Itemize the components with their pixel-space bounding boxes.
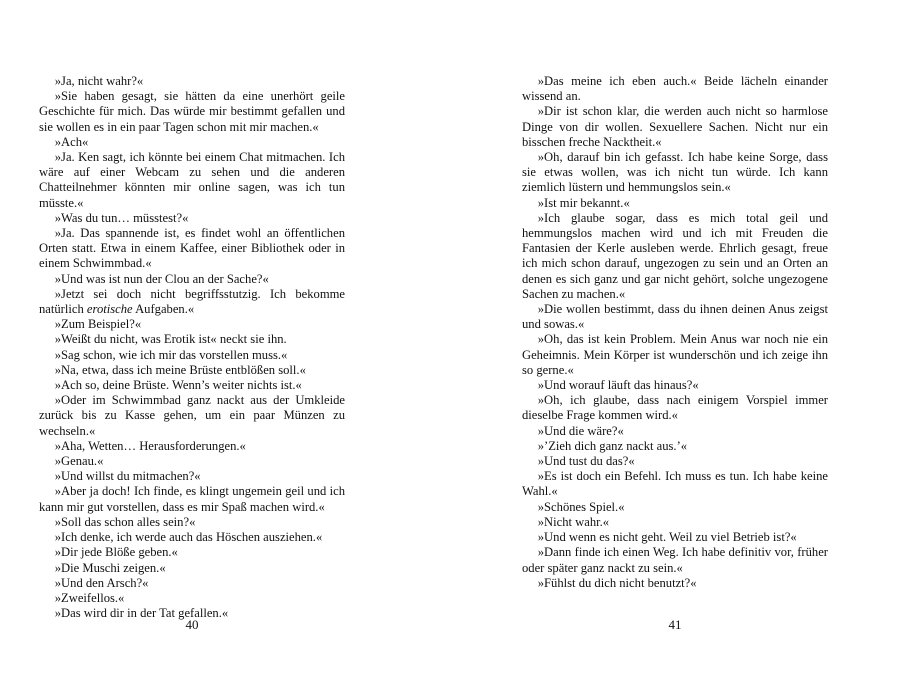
paragraph: »Und worauf läuft das hinaus?« (537, 378, 699, 393)
paragraph: »Zweifellos.« (54, 590, 125, 605)
paragraph: »Und die wäre?« (537, 423, 624, 438)
paragraph: »Oh, das ist kein Problem. Mein Anus war noch nie ein Geheimnis. Mein Körper ist wunderschön und ich zeige ihn so gerne.« (522, 332, 828, 377)
left-page-text (39, 74, 345, 621)
paragraph-with-emphasis: »Jetzt sei doch nicht begriffsstutzig. Ich bekomme natürlich erotische Aufgaben.« (39, 286, 345, 317)
paragraph: »Und tust du das?« (537, 454, 635, 469)
paragraph: »Ach« (54, 134, 89, 149)
paragraph: »Und willst du mitmachen?« (54, 469, 201, 484)
paragraph: »Na, etwa, dass ich meine Brüste entblößen soll.« (54, 362, 306, 377)
paragraph: »Soll das schon alles sein?« (54, 514, 196, 529)
paragraph: »Oh, ich glaube, dass nach einigem Vorspiel immer dieselbe Frage kommen wird.« (522, 393, 828, 423)
page-number-right: 41 (668, 617, 682, 632)
paragraph: »Weißt du nicht, was Erotik ist« neckt sie ihn. (54, 332, 287, 347)
paragraph: »Aha, Wetten… Herausforderungen.« (54, 438, 246, 453)
paragraph: »Fühlst du dich nicht benutzt?« (537, 575, 697, 590)
paragraph: »Oh, darauf bin ich gefasst. Ich habe keine Sorge, dass sie etwas wollen, was ich nicht tun würde. Ich kann ziemlich lüstern und hemmungslos sein.« (522, 150, 828, 195)
paragraph: »Oder im Schwimmbad ganz nackt aus der Umkleide zurück bis zu Kasse gehen, um ein paar Münzen zu wechseln.« (39, 393, 345, 438)
paragraph: »Ja. Das spannende ist, es findet wohl an öffentlichen Orten statt. Etwa in einem Kaffee, einer Bibliothek oder in einem Schwimmbad.« (39, 226, 345, 271)
paragraph: »Schönes Spiel.« (537, 499, 625, 514)
paragraph: »Das meine ich eben auch.« Beide lächeln einander wissend an. (522, 74, 828, 104)
paragraph: »Ja, nicht wahr?« (54, 74, 144, 88)
paragraph: »Ich denke, ich werde auch das Höschen ausziehen.« (54, 530, 323, 545)
paragraph: »Sie haben gesagt, sie hätten da eine unerhört geile Geschichte für mich. Das würde mir bestimmt gefallen und sie wollen es in ein paar Tagen schon mit mir machen.« (39, 89, 345, 134)
page-number-left: 40 (185, 617, 199, 632)
paragraph: »Und den Arsch?« (54, 575, 149, 590)
paragraph: »Ich glaube sogar, dass es mich total geil und hemmungslos machen wird und ich mit Freuden die Fantasien der Kerle ausleben werde. Ehrlich gesagt, freue ich mich schon darauf, ungezogen zu sein und an Orten an denen es sich ganz und gar nicht gehört, solche ungezogene Sachen zu machen.« (522, 210, 828, 301)
paragraph: »Es ist doch ein Befehl. Ich muss es tun. Ich habe keine Wahl.« (522, 469, 828, 499)
paragraph: »Aber ja doch! Ich finde, es klingt ungemein geil und ich kann mir gut vorstellen, dass es mir Spaß machen wird.« (39, 484, 345, 514)
right-page (522, 74, 828, 634)
paragraph: »Zum Beispiel?« (54, 317, 142, 332)
paragraph: »Die Muschi zeigen.« (54, 560, 166, 575)
emphasized-word: erotische (86, 302, 133, 317)
paragraph: »Dann finde ich einen Weg. Ich habe definitiv vor, früher oder später ganz nackt zu sein.« (522, 545, 828, 575)
paragraph: »Das wird dir in der Tat gefallen.« (54, 606, 229, 621)
right-page-text (522, 74, 828, 591)
paragraph: »Ist mir bekannt.« (537, 195, 630, 210)
paragraph: »Und was ist nun der Clou an der Sache?« (54, 271, 269, 286)
paragraph: »Was du tun… müsstest?« (54, 210, 189, 225)
paragraph: »Ach so, deine Brüste. Wenn’s weiter nichts ist.« (54, 378, 302, 393)
paragraph: »Ja. Ken sagt, ich könnte bei einem Chat mitmachen. Ich wäre auf einer Webcam zu sehen und die anderen Chatteilnehmer könnten mir online sagen, was ich tun müsste.« (39, 150, 345, 210)
paragraph: »Dir jede Blöße geben.« (54, 545, 178, 560)
paragraph: »Nicht wahr.« (537, 514, 610, 529)
paragraph: »Und wenn es nicht geht. Weil zu viel Betrieb ist?« (537, 530, 797, 545)
paragraph: »’Zieh dich ganz nackt aus.’« (537, 438, 688, 453)
left-page (39, 74, 345, 634)
paragraph: »Genau.« (54, 454, 104, 469)
paragraph: »Die wollen bestimmt, dass du ihnen deinen Anus zeigst und sowas.« (522, 302, 828, 332)
paragraph: »Dir ist schon klar, die werden auch nicht so harmlose Dinge von dir wollen. Sexuellere Sachen. Nicht nur ein bisschen freche Nacktheit.« (522, 104, 828, 149)
paragraph: »Sag schon, wie ich mir das vorstellen muss.« (54, 347, 288, 362)
